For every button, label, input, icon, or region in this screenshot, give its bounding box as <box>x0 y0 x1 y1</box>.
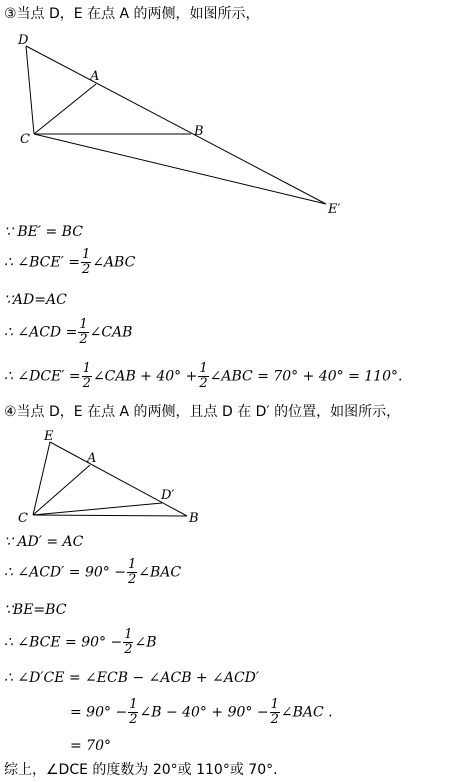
case4-line2: ∴ ∠ACD′ = 90° − $\frac{1}{2}$ ∠BAC <box>4 557 182 587</box>
label-B: B <box>189 511 199 526</box>
segment-CB <box>33 515 187 516</box>
fraction-half: $\frac{1}{2}$ <box>82 361 91 391</box>
label-D: D <box>18 33 29 48</box>
fraction-half: $\frac{1}{2}$ <box>129 697 138 727</box>
case4-heading: ④当点 D，E 在点 A 的两侧，且点 D 在 D′ 的位置，如图所示， <box>4 404 401 420</box>
label-C: C <box>18 511 28 526</box>
case3-heading: ③当点 D，E 在点 A 的两侧，如图所示， <box>4 6 260 22</box>
segment-EB <box>50 442 187 516</box>
fraction-half: $\frac{1}{2}$ <box>124 627 133 657</box>
case4-line3: ∵BE=BC <box>4 602 67 618</box>
case4-line1: ∵ AD′ = AC <box>4 534 84 550</box>
case3-line3: ∵AD=AC <box>4 292 67 308</box>
case4-line5: ∴ ∠D′CE = ∠ECB − ∠ACB + ∠ACD′ <box>4 670 260 686</box>
label-E-prime: E′ <box>328 202 341 217</box>
fraction-half: $\frac{1}{2}$ <box>270 697 279 727</box>
segment-EC <box>33 442 50 515</box>
case4-line7: = 70° <box>70 738 111 754</box>
case4-line4: ∴ ∠BCE = 90° − $\frac{1}{2}$ ∠B <box>4 627 157 657</box>
label-A: A <box>87 451 97 466</box>
label-A: A <box>90 69 100 84</box>
label-B: B <box>194 124 204 139</box>
label-E: E <box>44 429 54 444</box>
label-C: C <box>20 132 30 147</box>
segment-CA <box>33 465 90 515</box>
label-D-prime: D′ <box>161 488 175 503</box>
case3-line2: ∴ ∠BCE′ = $\frac{1}{2}$ ∠ABC <box>4 247 136 277</box>
fraction-half: $\frac{1}{2}$ <box>127 557 137 587</box>
conclusion: 综上，∠DCE 的度数为 20°或 110°或 70°. <box>4 762 278 778</box>
case3-line5: ∴ ∠DCE′ = $\frac{1}{2}$ ∠CAB + 40° + $\frac{1}{2}$ ∠ABC = 70° + 40° = 110°. <box>4 361 403 391</box>
fraction-half: $\frac{1}{2}$ <box>199 361 208 391</box>
case4-line6: = 90° − $\frac{1}{2}$ ∠B − 40° + 90° − $\frac{1}{2}$ ∠BAC . <box>70 697 333 727</box>
case3-line4: ∴ ∠ACD = $\frac{1}{2}$ ∠CAB <box>4 317 133 347</box>
fraction-half: $\frac{1}{2}$ <box>79 317 88 347</box>
fraction-half: $\frac{1}{2}$ <box>81 247 91 277</box>
case3-line1: ∵ BE′ = BC <box>4 224 83 240</box>
segment-CD-prime <box>33 503 162 515</box>
